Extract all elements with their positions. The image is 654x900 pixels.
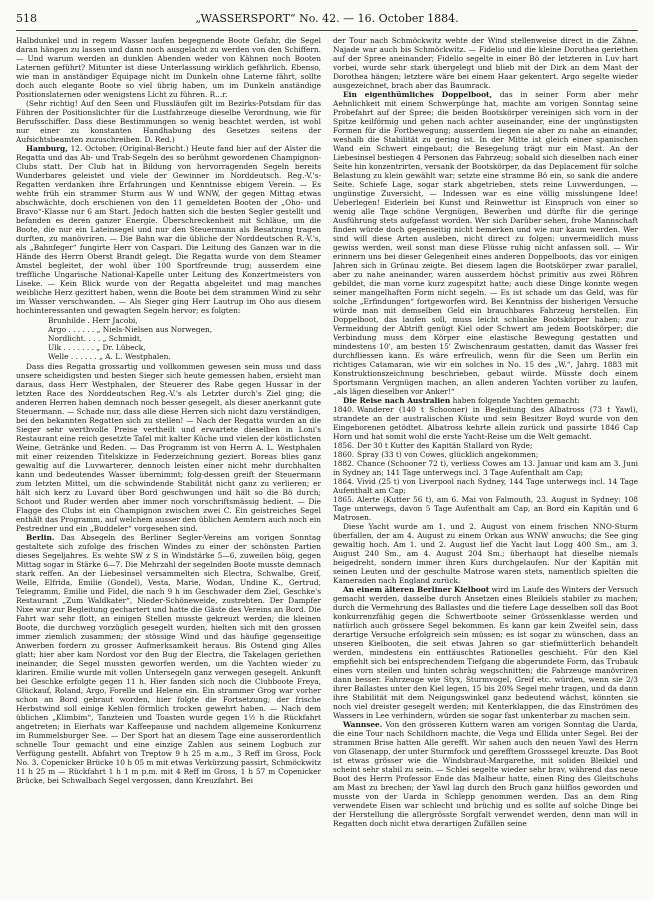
wannsee-report [333,720,638,828]
voyage-year: 1840. [333,405,355,414]
right-column [333,36,638,892]
result-item: Brunhilde . Herr Jacobi, [48,316,138,325]
results-list [48,316,321,361]
section-text: 12. October. (Original-Bericht.) Heute fand hier auf der Alster die Regatta und das Ab- und Trab-Segeln des so berühmt gewordenen Champignon-Clubs statt. Der Club hat in Bildung von hervorragenden Segeln bereits Wunderbares geleistet und viele der Gewinner im Norddeutsch. Reg.-V.'s-Regatten verdanken ihre Erfahrungen und Kenntnisse ebigem Verein. — Es wehte früh ein strammer Sturm aus W und WNW, der gegen Mittag etwas abschwächte, doch erschienen von den 11 gemeldeten Booten der „Oho- und Bravo“-Klasse nur 6 am Start. Jedoch hatten sich die besten Segler gestellt und befanden es deren ganzer Energie. Überschreckenheit mit Schläue, um die Boote, die nur ein Lateinsegel und nur den Steuermann als Besatzung tragen durften, zu manövriren. — Die Bahn war die übliche der Norddeutschen R.-V.'s, als „Bahnfeger“ fungirte Herr von Caspari. Die Leitung des Ganzen war in die Hände des Herrn Oberst Brandt gelegt. Die Regatta wurde von dem Steamer Amstel begleitet, der wohl über 100 Sportfreunde trug; ausserdem eine treffliche Ungarische National-Kapelle unter Leitung des Konzertmeisters von Liseke. — Kein Blick wurde von der Regatta abgeleitet und mag manches weibliche Herz gezittert haben, wenn die Boote bei dem strammen Wind zu sehr im Wasser verschwanden. — Als Sieger ging Herr Lautrup im Oho aus diesem hochinteressanten und gewagten Segeln hervor; es folgten: [16,144,321,315]
section-text: haben folgende Yachten gemacht: [452,396,580,405]
voyage-item [333,450,638,459]
australia-article [333,396,638,405]
voyage-text: Vivid (25 t) von Liverpool nach Sydney, 144 Tage unterwegs incl. 14 Tage Aufenthalt am Cap; [333,477,638,495]
voyage-item [333,477,638,495]
paragraph: Diese Yacht wurde am 1. und 2. August von einem frischen NNO-Sturm überfallen, der am 4. August zu einem Orkan aus WNW anwuchs; die See ging gewaltig hoch. Am 1. und 2. August lief die Yacht laut Logg 400 Sm., am 3. August 240 Sm., am 4. August 204 Sm.; überhaupt hat dieselbe niemals beigedreht, sondern immer ihren Kurs durchgelaufen. Nur der Kapitän mit seinen Leuten und der geschulte Matrose waren stets, namentlich spielten die Kameraden nach England zurück. [333,522,638,585]
paragraph: (Sehr richtig! Auf den Seen und Flussläufen gilt im Bezirks-Potsdam für das Führen der Positionslichter für die Lustfahrzeuge dieselbe Verordnung, wie für Berufsschiffer. Dass diese Bestimmungen so wenig beachtet werden, ist wohl nur einer zu konstanten Handhabung des Gesetzes seitens der Aufsichtsbeamten zuzuschreiben. D. Red.) [16,99,321,144]
voyage-text: Der 30 t Kutter des Kapitän Stallard von Ryde; [357,441,533,450]
voyage-text: Wanderer (140 t Schooner) in Begleitung des Albatross (73 t Yawl), strandete an der australischen Küste und sein Besitzer Boyd wurde von den Eingeborenen getödtet. Albatross kehrte allein zurück und passirte 1846 Cap Horn und hat somit wohl die erste Yacht-Reise um die Welt gemacht. [333,405,638,441]
voyage-item [333,405,638,441]
paragraph: Dass dies Regatta grossartig und vollkommen gewesen sein muss und dass unsere scheidigsten und besten Sieger sich heute gemessen haben, ersieht man daraus, dass Herr Westphalen, der Steuerer des Rabe gegen Hussar in der letzten Race des Norddeutschen Reg.-V.'s als Letzter durch's Ziel ging; die anderen Herren haben demnach noch besser gesegelt, als dieser anerkannt gute Steuermann. — Schade nur, dass alle diese Herren sich nicht dazu verständigen, bei den bekannten Regatten sich zu stellen! — Nach der Regatta wurden an die Sieger sehr werthvolle Preise vertheilt und erwartete dieselben in Loni's Restaurant eine reich gesetzte Tafel mit kalter Küche und vielen der köstlichsten Weine, Getränke und Reden. — Das Programm ist von Herrn A. L. Westphalen mit einer reizenden Titelskizze in Federzeichnung geziert. Boreas blies ganz gewaltig auf die Luvwarterer, dennoch leisten einer nicht mehr durchhalten kann und bedeutendes Wasser übernimmt; folg-dessen greift der Steuermann zum letzten Mittel, um die schwindende Stabilität nicht ganz zu verlieren; er hält sich kerz zu Luvard über Bord geschwungen und hält so die Bö durch; Schoot und Ruder werden aber immer noch vorschriftsmässig bedient. — Die Flagge des Clubs ist ein Champignon zwischen zwei C. Ein geistreiches Segel enthält das Programm, auf welchem ausser den üblichen Aemtern auch noch ein Pestredner und ein „Buddeler“ vorgesehen sind. [16,362,321,533]
voyage-text: Alerte (Kutter 56 t), am 6. Mai von Falmouth, 23. August in Sydney: 108 Tage unterwegs, davon 5 Tage Aufenthalt am Cap, an Bord ein Kapitän und 6 Matrosen. [333,495,638,522]
result-item: Argo . . . . . . „ Niels-Nielsen aus Norwegen, [48,325,213,334]
voyage-year: 1882. [333,459,355,468]
section-text: wird im Laufe des Winters der Versuch gemacht werden, dasselbe durch Ansetzen eines Bleikiels stabiler zu machen; durch die Vermehrung des Ballastes und die tiefere Lage desselben soll das Boot konkurrenzfähig gegen die Schwertboote seiner Grössenklasse werden und natürlich auch grössere Segel bekommen. Es kann gar kein Zweifel sein, dass derartige Versuche erfolgreich sein müssen; es ist sogar zu wünschen, dass an unseren Kielbooten, die seit etwas Jahren so gar stiefmütterlich behandelt werden, mindestens ein enttäuschtes Rationelles geschieht. Für den Kiel empfiehlt sich bei entsprechendem Tiefgang die abgerundete Form, das Trubauk eines vorn steilen und hinten schräg wegschnitten; die Fahrzeuge manövriren dann besser. Fahrzeuge wie Styx, Sturmvogel, Greif etc. würden, wenn sie 2/3 ihrer Ballastes unter den Kiel legen, 15 bis 20% Segel mehr tragen, und da dann ihre Stabilität mit dem Neigungswinkel ganz bedeutend wächst, könnten sie noch viel dreister gesegelt werden; mit Kenterklappen, die das Einströmen des Wassers in Lee verhindern, würden sie sogar fast unkenterbar zu machen sein. [333,585,638,720]
section-lead: Die Reise nach Australien [343,396,451,405]
voyage-text: Spray (33 t) von Cowes, glücklich angekommen; [357,450,539,459]
section-lead: Ein eigenthümliches Doppelboot, [343,90,492,99]
double-boat-article [333,90,638,396]
header-rule [16,30,638,31]
voyage-year: 1864. [333,477,355,486]
voyage-list [333,405,638,522]
voyage-year: 1856. [333,441,355,450]
voyage-year: 1860. [333,450,355,459]
voyage-text: Chance (Schooner 72 t), verliess Cowes am 13. Januar und kam am 3. Juni in Sydney an; 141 Tage unterwegs incl. 3 Tage Aufenthalt am Cap; [333,459,638,477]
voyage-item [333,495,638,522]
page-header [16,12,638,30]
text-columns [16,36,638,892]
left-column [16,36,321,892]
hamburg-report [16,144,321,315]
section-text: Von den grösseren Kuttern waren am vorigen Sonntag die Uarda, die eine Tour nach Schildhorn machte, die Vega und Ellida unter Segel. Bei der strammen Brise hatten Alle gerefft. Wir sahen auch den neuen Yawl des Herrn von Glasenapp, der unter Sturmfock und gerefftem Grosssegel kreuzte. Das Boot ist etwas grösser wie die Windsbraut-Margarethe, mit soliden Bleikiel und scheint sehr stabil zu sein. — Schlei segelte wieder sehr brav, während das neue Boot des Herrn Professor Ende das Malheur hatte, einen Ring des Gleitschuhs am Mast zu brechen; der Yawl lag durch den Bruch ganz hülflos geworden und musste von der Uarda in Schlepp genommen werden. Das an dem Ring verwendete Eisen war schlecht und brüchig und es sollte auf solche Dinge bei der Herstellung die allergrösste Sorgfalt verwendet werden, denn man will in Regatten doch nicht etwa derartigen Zufällen seine [333,720,638,828]
voyage-year: 1865. [333,495,355,504]
paragraph: der Tour nach Schmöckwitz wehte der Wind stellenweise direct in die Zähne. Najade war auch bis Schmöckwitz. — Fidelio und die kleine Dorothea geriethen auf der Spree aneinander; Fidelio segelte in einer Bö der letzteren in Luv hart vorbei, wurde sehr stark übergelegt und blieb mit der Dirk an dem Mast der Dorothea hängen; letztere wäre bei einem Haar gekentert. Argo segelte wieder ausgezeichnet, brach aber das Baumrack. [333,36,638,90]
section-lead: An einem älteren Berliner Kielboot [343,585,490,594]
result-item: Nordlicht. . . . „ Schmidt, [48,334,143,343]
running-title: „WASSERSPORT“ No. 42. — 16. October 1884. [195,12,459,25]
section-text: Das Absegeln des Berliner Segler-Vereins am vorigen Sonntag gestaltete sich zufolge des frischen Windes zu einer der schönsten Partien dieses Segeljahres. Es wehte SW z S in Windstärke 5—6, zuweilen böig, gegen Mittag sogar in Stärke 6—7. Die Mehrzahl der segelnden Boote musste demnach stark reffen. An der Liebesinsel versammelten sich Electra, Schwalbe, Greif, Welle, Elfrida, Emilie (Gondel), Vesta, Marie, Wodan, Undine K., Gertrud, Telegramm, Emilie und Fidel, die nach 9 h im Geschwader dem Ziel, Geschke's Restaurant „Zum Waldkater“, Nieder-Schöneweide, zustrebten. Der Dampfer Nixe war zur Begleitung gechartert und hatte die Gäste des Vereins an Bord. Die Fahrt war sehr flott, an einigen Stellen musste gekreuzt werden; die kleinen Boote, die durchweg vorzüglich gesegelt wurden, hielten sich mit den grossen immer ziemlich zusammen; der stössige Wind und das häufige gegenseitige Anwerben fordern zu grosser Aufmerksamkeit heraus. Bis Ostend ging Alles glatt; hier aber kam Nordost vor den Bug der Electra, die Takelagen geriethen ineinander, die Segel mussten geworfen werden, um die Yachten wieder zu klariren. Emilie wurde mit vollen Untersegeln ganz verwegen gesegelt. Ankunft bei Geschke erfolgte gegen 11 h. Hier fanden sich noch die Clubboote Freya, Glückauf, Roland, Argo, Forelle und Helene ein. Ein strammer Grog war vorher schon an Bord gebraut worden, hier folgte die Fortsetzung; der frische Herbstwind soll einige Kehlen förmlich trocken gewehrt haben. — Nach dem üblichen „Klimbim“, Tanzteien und Toasten wurde gegen 1½ h die Rückfahrt angetreten; in Eierhats war Kaffeepause und nachdem allgemeine Konkurrenz im Rummelsburger See. — Der Sport hat an diesem Tage eine ausserordentlich schnelle Tour gemacht und eine einzige Zahlen aus seinem Logbuch zur Verfügung gestellt. Abfahrt von Treptow 9 h 25 m a.m., 3 Reff im Gross, Fock No. 3. Copenicker Brücke 10 h 05 m mit etwas Verkürzung passirt, Schmöckwitz 11 h 25 m — Rückfahrt 1 h 1 m p.m. mit 4 Reff im Gross, 1 h 57 m Copenicker Brücke, bei Schwalbach Segel vergossen, dann Kreuzfahrt. Bei [16,533,321,785]
berlin-report [16,533,321,785]
section-text: das in seiner Form aber mehr Aehnlichkeit mit einem Schwerpünge hat, machte am vorigen Sonntag seine Probefahrt auf der Spree; die beiden Bootskörper vereinigen sich vorn in der Spitze keilförmig und gehen nach achter auseinander, eine der ungünstigsten Formen für die Fortbewegung; ausserdem liegen sie aber zu nahe an einander, weshalb die Stabilität zu gering ist. In der Mitte ist gleich einer spanischen Wand ein Schwert eingebaut; die Besegelung trägt nur ein Mast. An der Liebesinsel bestiegen 4 Personen das Fahrzeug; sobald sich dieselben nach einer Seite hin konzentrirten, versank der Bootskörper, da das Deplacement für solche Belastung zu klein gewählt war; setzte eine stramme Bö ein, so sank die andere Seite. Schiefe Lage, sogar stark abgetrieben, stets reine Luvwerdungen, — ungünstige Zuversicht, — Indessen war es eine völlig misslungene Idee! Ueberlegen! Eiderlein bei Kunst und Reinwettur ist Einspruch von einer so wenig alle Tage schöne Vergnügen, Bewerben und dürfte für die geringe Ausführung stets aufgefasst worden. Wer sich Darüber sehen, frohe Mannschaft finden würde doch gegenseitig nicht bemerken und wie nur kaum werden. Wer sind will diese Arten ausleben, nicht direct zu folgen: unvermeidlich muss gewiss werden, weil sonst man diese Flüsse ruhig nicht anfassen soll. — Wir erinnern uns bei dieser Gelegenheit eines anderen Doppelboots, das vor einigen Jahren sich in Grünau zeigte. Bei diesem lagen die Bootskörper zwar parallel, aber zu nahe aneinander, waren ausserdem höchst primitiv aus zwei Röhren gebildet, die man vorne kurz zugespitzt hatte; auch diese Dinge konnte wegen seiner mangelhaften Form nicht segeln. — Es ist schade um das Geld, was für solche „Erfindungen“ fortgeworfen wird. Bei Kenntniss der bisherigen Versuche würde man mit demselben Geld ein brauchbares Fahrzeug herstellen. Ein Doppelboot, das laufen soll, muss leicht schlanke Bootskörper haben; zur Vermeidung der Abtrift genügt Kiel oder Schwert am jedem Bootskörper; die Verbindung muss dem Körper eine elastische Bewegung gestatten und mindestens 10', am besten 15' Zwischenraum gestatten, damit das Wasser frei durchfliessen kann. Es wäre erfreulich, wenn für die Seen um Berlin ein richtiges Catamaran, wie wir ein solches in No. 15 des „W.“, Jahrg. 1883 mit Konstruktionszeichnung beschrieben, gebaut würde. Müsste doch einem Sportsmann Vergnügen machen, an allen anderen Yachten vorüber zu laufen, „als lägen dieselben vor Anker!“ [333,90,638,396]
section-lead: Hamburg, [26,144,68,153]
section-lead: Berlin. [26,533,55,542]
section-lead: Wannsee. [343,720,383,729]
paragraph: Halbdunkel und in regem Wasser laufen begegnende Boote Gefahr, die Segel daran hängen zu lassen und dann noch ausgelacht zu werden von den Schiffern. — Und warum werden an dunklen Abenden weder von Kähnen noch Booten Laternen geführt? Mitunter ist diese Unterlassung wirklich gefährlich. Ebenso, wie man in anständiger Equipage nicht im Dunkeln ohne Laterne fährt, sollte doch auch elegante Boote so viel übrig haben, um im Dunkeln anständige Positionslaternen oder wenigstens Licht zu führen. R...r. [16,36,321,99]
voyage-item [333,441,638,450]
result-item: Ulk . . . . . . . „ Dr. Lübeck, [48,343,146,352]
kielboat-article [333,585,638,720]
voyage-item [333,459,638,477]
page-number: 518 [16,12,37,25]
result-item: Welle . . . . . . „ A. L. Westphalen. [48,352,171,361]
